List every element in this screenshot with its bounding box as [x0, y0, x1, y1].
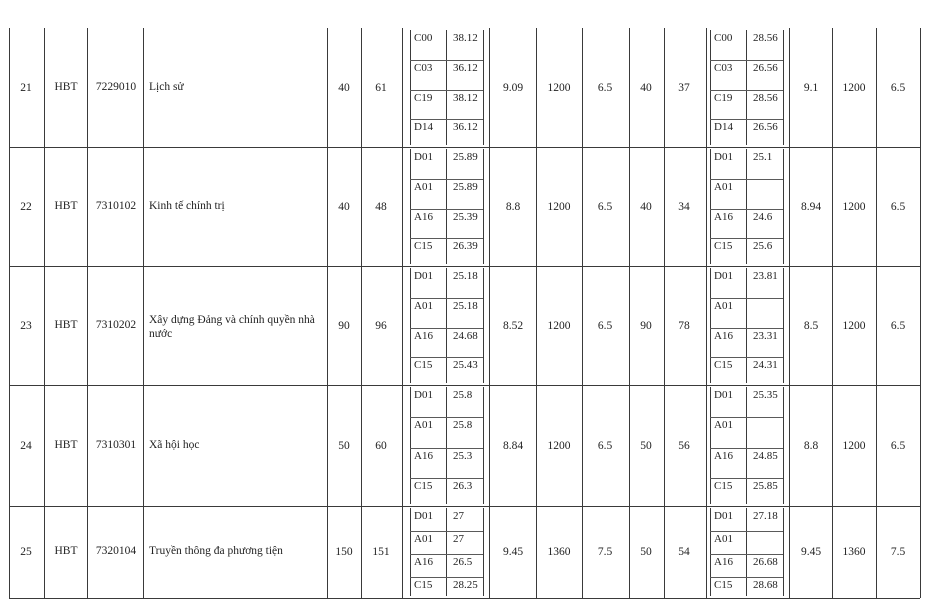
method-2-subtable-divider: [783, 387, 784, 504]
row-number: 24: [20, 440, 32, 452]
method-1-subject-combo-code: A01: [414, 299, 433, 312]
method-1-subject-combo-score: 26.39: [453, 240, 478, 253]
aptitude-score-1: 1360: [547, 546, 571, 558]
method-1-subject-combo-code: C00: [414, 32, 433, 44]
method-1-subtable-divider: [483, 387, 484, 504]
method-2-subject-combo-code: A16: [714, 329, 733, 342]
aptitude-score-2: 1360: [842, 546, 866, 558]
method-1-subject-combo-score: 25.43: [453, 359, 478, 372]
method-1-subject-combo-score: 36.12: [453, 121, 478, 134]
method-1-subtable-divider: [446, 268, 447, 383]
method-1-subtable-divider: [483, 149, 484, 264]
method-2-subject-combo-score: 26.56: [753, 61, 778, 74]
aptitude-score-2: 1200: [842, 440, 866, 452]
method-2-subject-combo-code: A16: [714, 556, 733, 568]
ielts-1: 6.5: [597, 82, 613, 94]
aptitude-score-1: 1200: [547, 320, 571, 332]
major-name: Kinh tế chính trị: [149, 200, 225, 212]
ielts-2: 7.5: [890, 546, 906, 558]
admitted-2: 37: [678, 82, 690, 94]
major-code: 7310301: [95, 439, 137, 451]
method-2-subject-combo-code: A16: [714, 449, 733, 462]
admitted-2: 78: [678, 320, 690, 332]
major-name: Xây dựng Đảng và chính quyền nhà nước: [149, 314, 315, 340]
method-1-subject-combo-score: 26.3: [453, 479, 473, 492]
method-2-subject-combo-score: 24.31: [753, 359, 778, 372]
method-1-subject-combo-score: 28.25: [453, 579, 478, 591]
admitted-1: 60: [375, 440, 387, 452]
method-2-subject-combo-code: C03: [714, 61, 733, 74]
gpa-threshold-1: 8.52: [502, 320, 524, 332]
quota-2: 40: [640, 82, 652, 94]
gpa-threshold-1: 9.09: [502, 82, 524, 94]
method-1-subject-combo-score: 25.89: [453, 151, 478, 163]
method-2-subtable-divider: [783, 149, 784, 264]
admitted-2: 54: [678, 546, 690, 558]
method-2-subject-combo-score: 27.18: [753, 510, 778, 522]
school-code: HBT: [54, 439, 78, 451]
admitted-1: 96: [375, 320, 387, 332]
method-1-subject-combo-score: 25.18: [453, 299, 478, 312]
method-1-subtable-divider: [410, 30, 411, 145]
row-divider: [9, 598, 920, 599]
method-1-subject-combo-code: C19: [414, 91, 433, 104]
ielts-1: 6.5: [597, 201, 613, 213]
quota-1: 150: [335, 546, 353, 558]
method-1-subtable-divider: [446, 30, 447, 145]
method-1-subtable-divider: [410, 268, 411, 383]
method-2-subtable-divider: [783, 30, 784, 145]
method-1-subject-combo-code: C15: [414, 579, 433, 591]
quota-1: 40: [338, 201, 350, 213]
method-1-subject-combo-code: C15: [414, 359, 433, 372]
method-2-subject-combo-score: 24.85: [753, 449, 778, 462]
method-1-subject-combo-code: A16: [414, 556, 433, 568]
major-name: Truyền thông đa phương tiện: [149, 545, 283, 557]
method-2-subject-combo-code: D01: [714, 389, 733, 401]
method-2-subject-combo-score: 25.85: [753, 479, 778, 492]
school-code: HBT: [54, 319, 78, 331]
method-1-subtable-divider: [410, 149, 411, 264]
row-number: 21: [20, 82, 32, 94]
method-2-subject-combo-code: D01: [714, 510, 733, 522]
method-2-subject-combo-code: C00: [714, 32, 733, 44]
quota-2: 90: [640, 320, 652, 332]
method-2-subtable-divider: [746, 508, 747, 596]
method-2-subtable-divider: [710, 268, 711, 383]
aptitude-score-2: 1200: [842, 320, 866, 332]
method-1-subtable-divider: [446, 508, 447, 596]
method-2-subject-combo-code: C15: [714, 579, 733, 591]
method-2-subject-combo-score: 23.81: [753, 270, 778, 282]
method-1-subject-combo-score: 25.8: [453, 419, 473, 432]
method-2-subtable-divider: [783, 508, 784, 596]
method-1-subject-combo-code: A16: [414, 210, 433, 223]
method-2-subject-combo-code: D01: [714, 151, 733, 163]
method-1-subject-combo-score: 24.68: [453, 329, 478, 342]
method-1-subject-combo-code: A01: [414, 533, 433, 545]
method-1-subject-combo-code: D01: [414, 270, 433, 282]
method-1-subject-combo-score: 36.12: [453, 61, 478, 74]
method-1-subject-combo-code: A01: [414, 180, 433, 193]
quota-1: 90: [338, 320, 350, 332]
quota-1: 40: [338, 82, 350, 94]
ielts-1: 7.5: [597, 546, 613, 558]
method-2-subject-combo-code: D14: [714, 121, 733, 134]
major-code: 7229010: [95, 81, 137, 93]
method-1-subject-combo-score: 25.8: [453, 389, 473, 401]
method-1-subtable-divider: [483, 30, 484, 145]
gpa-threshold-2: 8.5: [803, 320, 819, 332]
method-2-subject-combo-score: 23.31: [753, 329, 778, 342]
method-2-subject-combo-code: A01: [714, 533, 733, 545]
method-2-subject-combo-code: C15: [714, 240, 733, 253]
method-2-subject-combo-code: A16: [714, 210, 733, 223]
method-2-subject-combo-score: 28.56: [753, 91, 778, 104]
ielts-2: 6.5: [890, 201, 906, 213]
method-1-subject-combo-code: D01: [414, 389, 433, 401]
method-2-subject-combo-score: 26.56: [753, 121, 778, 134]
school-code: HBT: [54, 545, 78, 557]
school-code: HBT: [54, 81, 78, 93]
method-1-subtable-divider: [446, 387, 447, 504]
method-2-subject-combo-code: A01: [714, 419, 733, 432]
major-name: Xã hội học: [149, 439, 200, 451]
method-1-subject-combo-code: C15: [414, 479, 433, 492]
method-2-subtable-divider: [746, 30, 747, 145]
quota-2: 50: [640, 546, 652, 558]
method-1-subject-combo-code: D14: [414, 121, 433, 134]
method-1-subject-combo-code: A01: [414, 419, 433, 432]
method-2-subtable-divider: [710, 387, 711, 504]
method-1-subtable-divider: [483, 268, 484, 383]
row-number: 22: [20, 201, 32, 213]
method-2-subject-combo-code: C15: [714, 479, 733, 492]
gpa-threshold-2: 9.45: [800, 546, 822, 558]
ielts-2: 6.5: [890, 440, 906, 452]
quota-2: 40: [640, 201, 652, 213]
method-1-subject-combo-score: 25.89: [453, 180, 478, 193]
method-1-subject-combo-code: C15: [414, 240, 433, 253]
quota-2: 50: [640, 440, 652, 452]
method-1-subject-combo-code: D01: [414, 510, 433, 522]
school-code: HBT: [54, 200, 78, 212]
ielts-1: 6.5: [597, 440, 613, 452]
method-2-subject-combo-code: C15: [714, 359, 733, 372]
method-2-subject-combo-code: A01: [714, 299, 733, 312]
method-2-subject-combo-code: D01: [714, 270, 733, 282]
method-2-subject-combo-score: 24.6: [753, 210, 773, 223]
ielts-2: 6.5: [890, 82, 906, 94]
method-1-subject-combo-score: 25.18: [453, 270, 478, 282]
admitted-2: 56: [678, 440, 690, 452]
major-code: 7320104: [95, 545, 137, 557]
aptitude-score-2: 1200: [842, 82, 866, 94]
ielts-2: 6.5: [890, 320, 906, 332]
aptitude-score-1: 1200: [547, 82, 571, 94]
method-2-subtable-divider: [710, 149, 711, 264]
gpa-threshold-1: 8.84: [502, 440, 524, 452]
method-2-subtable-divider: [783, 268, 784, 383]
method-1-subject-combo-score: 27: [453, 510, 464, 522]
method-1-subject-combo-score: 27: [453, 533, 464, 545]
row-number: 23: [20, 320, 32, 332]
method-1-subject-combo-score: 26.5: [453, 556, 473, 568]
gpa-threshold-1: 8.8: [505, 201, 521, 213]
method-2-subtable-divider: [710, 30, 711, 145]
aptitude-score-1: 1200: [547, 201, 571, 213]
gpa-threshold-2: 9.1: [803, 82, 819, 94]
method-1-subtable-divider: [410, 387, 411, 504]
method-2-subtable-divider: [746, 268, 747, 383]
method-2-subject-combo-score: 25.6: [753, 240, 773, 253]
method-1-subject-combo-score: 38.12: [453, 91, 478, 104]
admitted-1: 151: [372, 546, 390, 558]
method-2-subject-combo-code: A01: [714, 180, 733, 193]
row-number: 25: [20, 546, 32, 558]
method-1-subject-combo-code: A16: [414, 449, 433, 462]
admitted-1: 61: [375, 82, 387, 94]
method-2-subtable-divider: [746, 149, 747, 264]
gpa-threshold-2: 8.8: [803, 440, 819, 452]
major-code: 7310102: [95, 200, 137, 212]
method-2-subject-combo-score: 25.35: [753, 389, 778, 401]
method-2-subject-combo-score: 25.1: [753, 151, 773, 163]
method-2-subject-combo-score: 26.68: [753, 556, 778, 568]
method-1-subject-combo-code: D01: [414, 151, 433, 163]
quota-1: 50: [338, 440, 350, 452]
admitted-2: 34: [678, 201, 690, 213]
method-1-subtable-divider: [410, 508, 411, 596]
method-1-subject-combo-score: 25.3: [453, 449, 473, 462]
gpa-threshold-2: 8.94: [800, 201, 822, 213]
method-2-subtable-divider: [710, 508, 711, 596]
major-code: 7310202: [95, 319, 137, 331]
method-2-subject-combo-score: 28.68: [753, 579, 778, 591]
admitted-1: 48: [375, 201, 387, 213]
major-name: Lịch sử: [149, 81, 184, 93]
method-1-subtable-divider: [446, 149, 447, 264]
aptitude-score-1: 1200: [547, 440, 571, 452]
method-1-subtable-divider: [483, 508, 484, 596]
method-2-subject-combo-score: 28.56: [753, 32, 778, 44]
gpa-threshold-1: 9.45: [502, 546, 524, 558]
method-2-subtable-divider: [746, 387, 747, 504]
method-1-subject-combo-score: 38.12: [453, 32, 478, 44]
method-1-subject-combo-code: C03: [414, 61, 433, 74]
aptitude-score-2: 1200: [842, 201, 866, 213]
method-1-subject-combo-score: 25.39: [453, 210, 478, 223]
method-2-subject-combo-code: C19: [714, 91, 733, 104]
method-1-subject-combo-code: A16: [414, 329, 433, 342]
ielts-1: 6.5: [597, 320, 613, 332]
